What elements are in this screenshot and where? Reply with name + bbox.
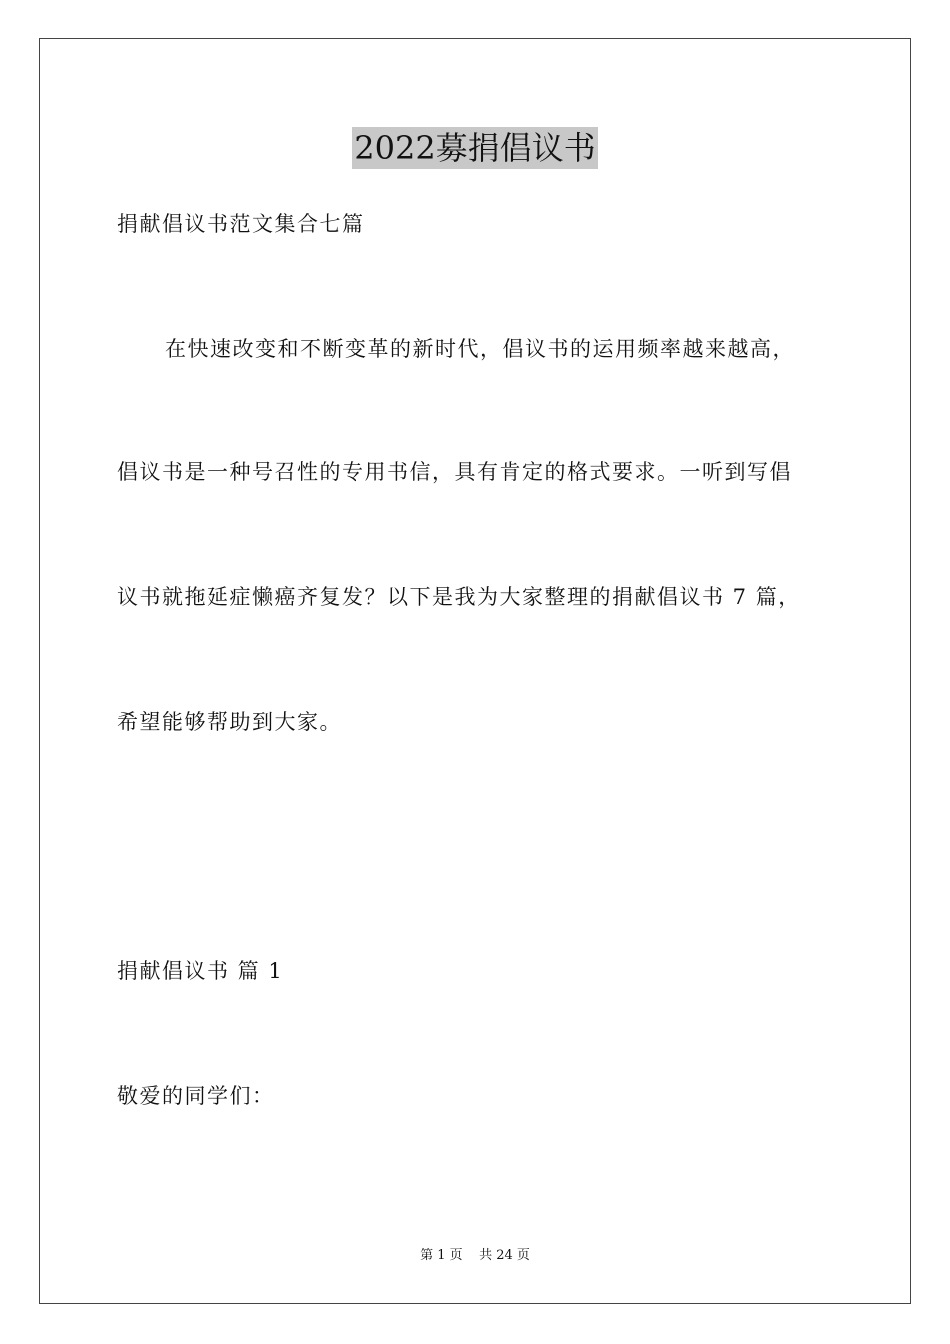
intro-line-3: 议书就拖延症懒癌齐复发？以下是我为大家整理的捐献倡议书 7 篇， — [117, 585, 801, 609]
title-container — [0, 127, 950, 169]
document-title: 2022募捐倡议书 — [354, 129, 596, 167]
intro-line-2: 倡议书是一种号召性的专用书信，具有肯定的格式要求。一听到写倡 — [117, 460, 792, 484]
intro-line-4: 希望能够帮助到大家。 — [117, 710, 342, 734]
intro-line-1: 在快速改变和不断变革的新时代，倡议书的运用频率越来越高， — [165, 337, 795, 361]
salutation: 敬爱的同学们： — [117, 1084, 275, 1108]
section-heading: 捐献倡议书 篇 1 — [117, 959, 284, 983]
document-subtitle: 捐献倡议书范文集合七篇 — [117, 212, 365, 236]
page-footer: 第 1 页 共 24 页 — [420, 1248, 530, 1263]
